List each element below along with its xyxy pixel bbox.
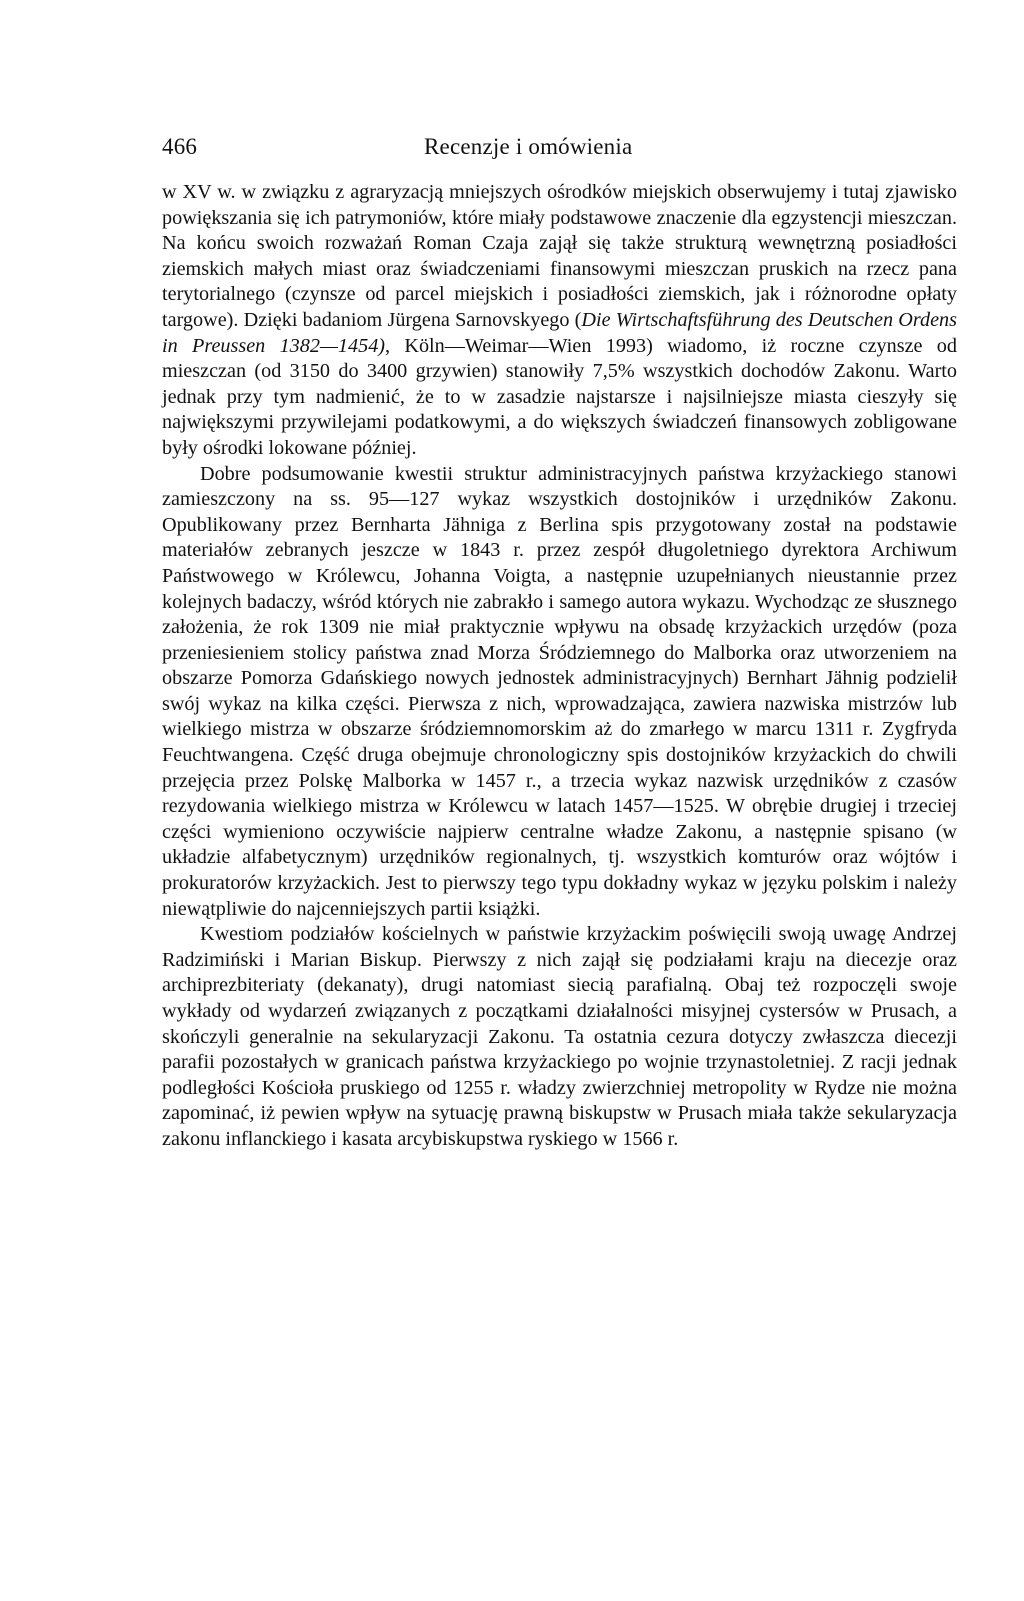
document-page [162,132,957,1153]
paragraph-3 [162,922,957,1152]
paragraph-2 [162,462,957,923]
running-head [162,132,957,172]
paragraph-1 [162,180,957,462]
text-segment: , Köln—Weimar—Wien 1993) wiadomo, iż roczne czynsze od mieszczan (od 3150 do 3400 grzywien) stanowiły 7,5% wszystkich dochodów Zakonu. Warto jednak przy tym nadmienić, że to w zasadzie najstarsze i najsilniejsze miasta cieszyły się największymi przywilejami podatkowymi, a do większych świadczeń finansowych zobligowane były ośrodki lokowane później. [162,334,957,459]
running-title: Recenzje i omówienia [424,134,633,159]
text-segment: Dobre podsumowanie kwestii struktur administracyjnych państwa krzyżackiego stanowi zamieszczony na ss. 95—127 wykaz wszystkich dostojników i urzędników Zakonu. Opublikowany przez Bernharta Jähniga z Berlina spis przygotowany został na podstawie materiałów zebranych jeszcze w 1843 r. przez zespół długoletniego dyrektora Archiwum Państwowego w Królewcu, Johanna Voigta, a następnie uzupełnianych nieustannie przez kolejnych badaczy, wśród których nie zabrakło i samego autora wykazu. Wychodząc ze słusznego założenia, że rok 1309 nie miał praktycznie wpływu na obsadę krzyżackich urzędów (poza przeniesieniem stolicy państwa znad Morza Śródziemnego do Malborka oraz utworzeniem na obszarze Pomorza Gdańskiego nowych jednostek administracyjnych) Bernhart Jähnig podzielił swój wykaz na kilka części. Pierwsza z nich, wprowadzająca, zawiera nazwiska mistrzów lub wielkiego mistrza w obszarze śródziemnomorskim aż do zmarłego w marcu 1311 r. Zygfryda Feuchtwangena. Część druga obejmuje chronologiczny spis dostojników krzyżackich do chwili przejęcia przez Polskę Malborka w 1457 r., a trzecia wykaz nazwisk urzędników z czasów rezydowania wielkiego mistrza w Królewcu w latach 1457—1525. W obrębie drugiej i trzeciej części wymieniono oczywiście najpierw centralne władze Zakonu, a następnie spisano (w układzie alfabetycznym) urzędników regionalnych, tj. wszystkich komturów oraz wójtów i prokuratorów krzyżackich. Jest to pierwszy tego typu dokładny wykaz w języku polskim i należy niewątpliwie do najcenniejszych partii książki. [162,462,957,920]
text-segment: w XV w. w związku z agraryzacją mniejszych ośrodków miejskich obserwujemy i tutaj zjawisko powiększania się ich patrymoniów, które miały podstawowe znaczenie dla egzystencji mieszczan. Na końcu swoich rozważań Roman Czaja zajął się także strukturą wewnętrzną posiadłości ziemskich małych miast oraz świadczeniami finansowymi mieszczan pruskich na rzecz pana terytorialnego (czynsze od parcel miejskich i posiadłości ziemskich, jak i różnorodne opłaty targowe). Dzięki badaniom Jürgena Sarnovskyego ( [162,181,957,331]
italic-book-title: Die Wirtschaftsführung des Deutschen Ordens in Preussen 1382—1454) [162,308,957,357]
body-text [162,180,957,1153]
page-number: 466 [162,134,198,159]
text-segment: Kwestiom podziałów kościelnych w państwie krzyżackim poświęcili swoją uwagę Andrzej Radzimiński i Marian Biskup. Pierwszy z nich zajął się podziałami kraju na diecezje oraz archiprezbiteriaty (dekanaty), drugi natomiast siecią parafialną. Obaj też rozpoczęli swoje wykłady od wydarzeń związanych z początkami działalności misyjnej cystersów w Prusach, a skończyli generalnie na sekularyzacji Zakonu. Ta ostatnia cezura dotyczy zwłaszcza diecezji parafii pozostałych w granicach państwa krzyżackiego po wojnie trzynastoletniej. Z racji jednak podległości Kościoła pruskiego od 1255 r. władzy zwierzchniej metropolity w Rydze nie można zapominać, iż pewien wpływ na sytuację prawną biskupstw w Prusach miała także sekularyzacja zakonu inflanckiego i kasata arcybiskupstwa ryskiego w 1566 r. [162,923,957,1150]
